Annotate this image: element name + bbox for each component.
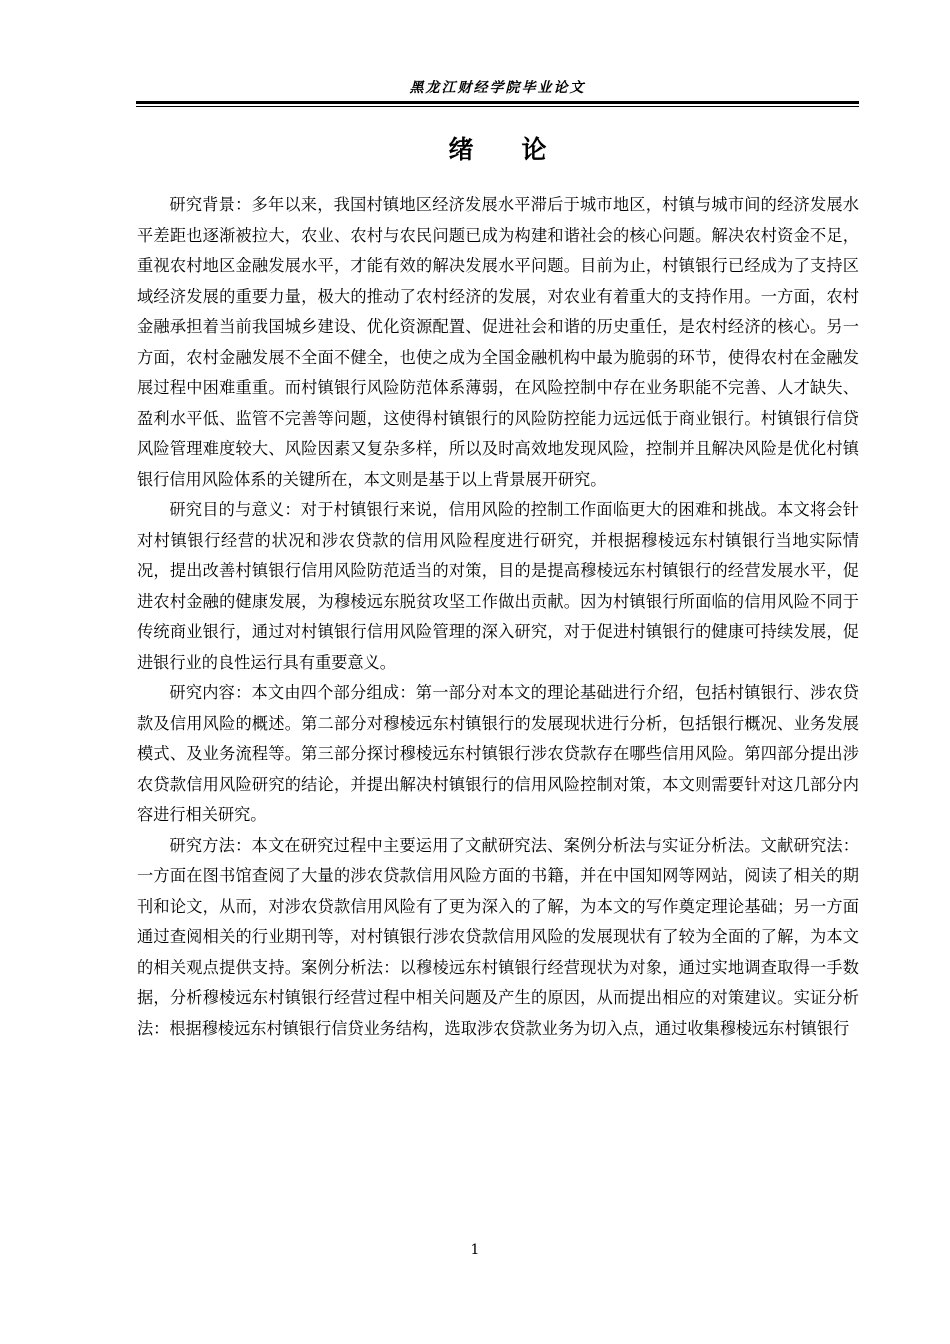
paragraph-background: 研究背景：多年以来，我国村镇地区经济发展水平滞后于城市地区，村镇与城市间的经济发展水平差距也逐渐被拉大，农业、农村与农民问题已成为构建和谐社会的核心问题。解决农村资金不足，重视农村地区金融发展水平，才能有效的解决发展水平问题。目前为止，村镇银行已经成为了支持区域经济发展的重要力量，极大的推动了农村经济的发展，对农业有着重大的支持作用。一方面，农村金融承担着当前我国城乡建设、优化资源配置、促进社会和谐的历史重任，是农村经济的核心。另一方面，农村金融发展不全面不健全，也使之成为全国金融机构中最为脆弱的环节，使得农村在金融发展过程中困难重重。而村镇银行风险防范体系薄弱，在风险控制中存在业务职能不完善、人才缺失、盈利水平低、监管不完善等问题，这使得村镇银行的风险防控能力远远低于商业银行。村镇银行信贷风险管理难度较大、风险因素又复杂多样，所以及时高效地发现风险，控制并且解决风险是优化村镇银行信用风险体系的关键所在，本文则是基于以上背景展开研究。 xyxy=(137,195,859,489)
paragraph-content: 研究内容：本文由四个部分组成：第一部分对本文的理论基础进行介绍，包括村镇银行、涉农贷款及信用风险的概述。第二部分对穆棱远东村镇银行的发展现状进行分析，包括银行概况、业务发展模式、及业务流程等。第三部分探讨穆棱远东村镇银行涉农贷款存在哪些信用风险。第四部分提出涉农贷款信用风险研究的结论，并提出解决村镇银行的信用风险控制对策，本文则需要针对这几部分内容进行相关研究。 xyxy=(137,683,859,824)
header-rule-thin xyxy=(136,106,859,107)
running-header: 黑龙江财经学院毕业论文 xyxy=(409,80,586,96)
section-title: 绪论 xyxy=(448,135,595,164)
header-rule-thick xyxy=(136,101,859,104)
page-number: 1 xyxy=(470,1242,480,1258)
body-text xyxy=(137,190,859,1044)
paragraph-method: 研究方法：本文在研究过程中主要运用了文献研究法、案例分析法与实证分析法。文献研究法：一方面在图书馆查阅了大量的涉农贷款信用风险方面的书籍，并在中国知网等网站，阅读了相关的期刊和论文，从而，对涉农贷款信用风险有了更为深入的了解，为本文的写作奠定理论基础；另一方面通过查阅相关的行业期刊等，对村镇银行涉农贷款信用风险的发展现状有了较为全面的了解，为本文的相关观点提供支持。案例分析法：以穆棱远东村镇银行经营现状为对象，通过实地调查取得一手数据，分析穆棱远东村镇银行经营过程中相关问题及产生的原因，从而提出相应的对策建议。实证分析法：根据穆棱远东村镇银行信贷业务结构，选取涉农贷款业务为切入点，通过收集穆棱远东村镇银行 xyxy=(137,835,859,1038)
paragraph-purpose: 研究目的与意义：对于村镇银行来说，信用风险的控制工作面临更大的困难和挑战。本文将会针对村镇银行经营的状况和涉农贷款的信用风险程度进行研究，并根据穆棱远东村镇银行当地实际情况，提出改善村镇银行信用风险防范适当的对策，目的是提高穆棱远东村镇银行的经营发展水平，促进农村金融的健康发展，为穆棱远东脱贫攻坚工作做出贡献。因为村镇银行所面临的信用风险不同于传统商业银行，通过对村镇银行信用风险管理的深入研究，对于促进村镇银行的健康可持续发展，促进银行业的良性运行具有重要意义。 xyxy=(137,500,859,672)
